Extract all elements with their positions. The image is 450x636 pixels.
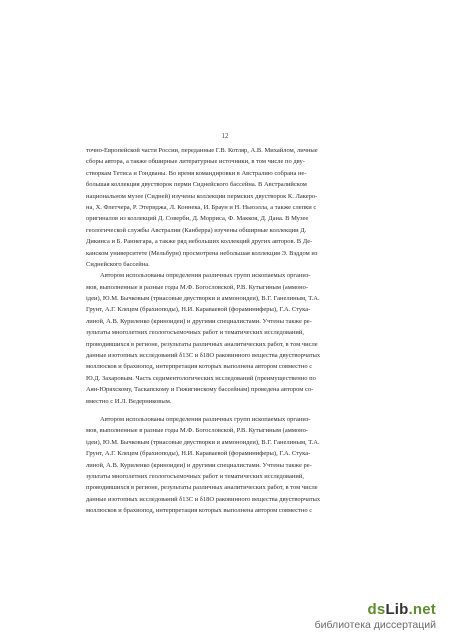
paragraph-3 xyxy=(86,414,364,517)
text-line: Автором использованы определения различных групп ископаемых организ- xyxy=(100,272,311,280)
text-line: Сиднейского бассейна. xyxy=(86,260,150,268)
watermark-tagline: библиотека диссертаций xyxy=(314,619,436,631)
page-number: 12 xyxy=(221,132,229,140)
text-line: вместно с И.Л. Ведерниковым. xyxy=(86,397,172,405)
body-text xyxy=(86,145,364,517)
text-line: канском университете (Мельбурн) просмотрена небольшая коллекция Э. Вэддом из xyxy=(86,249,318,257)
text-line: большая коллекция двустворок перми Сиднейского бассейна. В Австралийском xyxy=(86,181,307,189)
text-line: Аян-Юряхскому, Таскапскому и Гижигинскому бассейнам) проведена автором со- xyxy=(86,386,314,394)
text-line: мов, выполненные в разные годы М.Ф. Богословской, Р.В. Кутыгиным (аммоно- xyxy=(86,283,309,291)
logo-lib-part: Lib xyxy=(385,601,409,618)
text-line: линой, А.В. Куриленко (криноидеи) и другими специалистами. Учтены также ре- xyxy=(86,317,312,325)
text-line: моллюсков и брахиопод, интерпретация которых выполнена автором совместно с xyxy=(86,363,313,371)
text-line: ідеи), Ю.М. Бычковым (триасовые двустворки и аммоноидеи), В.Г. Ганелиным, Т.А. xyxy=(86,295,320,303)
text-line: мов, выполненные в разные годы М.Ф. Богословской, Р.В. Кутыгиным (аммоно- xyxy=(86,427,309,435)
text-line: Дикинса и Б. Раннегара, а также ряд небольших коллекций других авторов. В Де- xyxy=(86,238,313,246)
text-line: на, X. Флетчера, Р. Этериджа, Л. Коннека, И. Браун и Н. Ньюэлла, а также слепки с xyxy=(86,203,317,211)
text-line: проводившихся в регионе, результаты различных аналитических работ, в том числе xyxy=(86,484,318,492)
watermark-footer xyxy=(0,600,450,636)
text-line: точно-Европейской части России, переданные Г.В. Котляр, А.В. Михайлом, личные xyxy=(86,147,318,154)
logo-net-part: .net xyxy=(408,601,436,618)
text-line: национальном музее (Сидней) изучены коллекции пермских двустворок К. Лакеро- xyxy=(86,192,318,200)
text-line: моллюсков и брахиопод, интерпретация которых выполнена автором совместно с xyxy=(86,507,313,515)
logo-ds-part: ds xyxy=(367,601,386,618)
text-line: данные изотопных исследований δ13C и δ18O раковинного вещества двустворчатых xyxy=(86,352,321,360)
text-line: ідеи), Ю.М. Бычковым (триасовые двустворки и аммоноидеи), В.Г. Ганелиным, Т.А. xyxy=(86,438,320,446)
paragraph-2 xyxy=(86,270,364,407)
text-line: Грунт, А.Г. Клецем (брахиоподы), Н.И. Караваевой (фораминиферы), Г.А. Стука- xyxy=(86,450,311,458)
text-line: оригиналов из коллекций Д. Соверби, Д. Морриса, Ф. Маккоя, Д. Дана. В Музее xyxy=(86,215,309,223)
text-line: зультаты многолетних геологосъемочных работ и тематических исследований, xyxy=(86,329,304,337)
text-line: линой, А.В. Куриленко (криноидеи) и другими специалистами. Учтены также ре- xyxy=(86,461,312,469)
text-line: Ю.Д. Захаровым. Часть седиментологических исследований (преимущественно по xyxy=(86,374,316,382)
text-line: Автором использованы определения различных групп ископаемых организ- xyxy=(100,415,311,423)
text-line: Грунт, А.Г. Клецем (брахиоподы), Н.И. Караваевой (фораминиферы), Г.А. Стука- xyxy=(86,306,311,314)
text-line: данные изотопных исследований δ13C и δ18O раковинного вещества двустворчатых xyxy=(86,495,321,503)
text-line: сборы автора, а также обширные литературные источники, в том числе по дву- xyxy=(86,158,305,166)
text-line: зультаты многолетних геологосъемочных работ и тематических исследований, xyxy=(86,472,304,480)
dslib-logo[interactable] xyxy=(368,601,436,618)
text-line: створкам Тетиса и Гондваны. Во время командировки в Австралию собрана не- xyxy=(86,169,307,177)
paragraph-spacer xyxy=(86,407,364,414)
text-line: геологической службы Австралии (Канберра) изучены обширные коллекции Д. xyxy=(86,226,307,234)
text-line: проводившихся в регионе, результаты различных аналитических работ, в том числе xyxy=(86,340,318,348)
paragraph-1 xyxy=(86,145,364,270)
